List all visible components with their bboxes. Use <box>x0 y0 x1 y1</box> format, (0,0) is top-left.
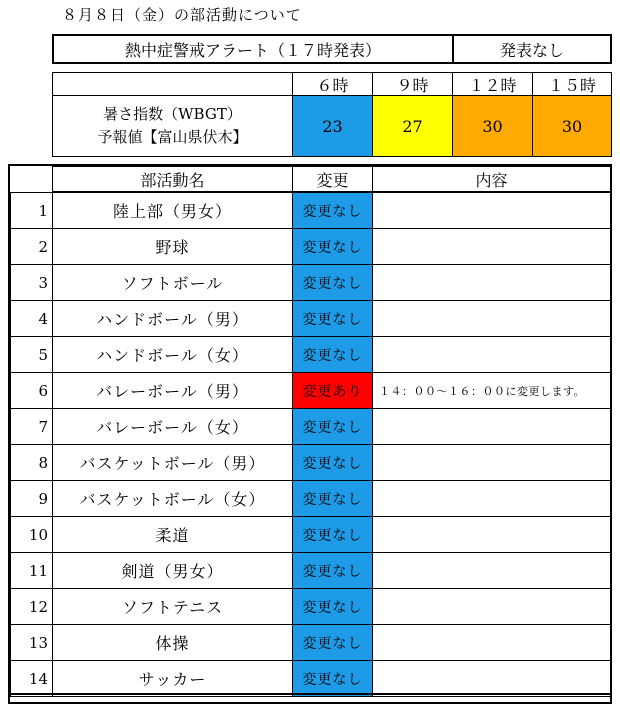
status-badge: 変更なし <box>292 336 373 373</box>
wbgt-value-15: 30 <box>532 95 612 157</box>
status-badge: 変更なし <box>292 516 373 553</box>
row-number: 14 <box>10 660 53 697</box>
club-name: 陸上部（男女） <box>52 192 293 229</box>
status-badge: 変更あり <box>292 372 373 409</box>
status-badge: 変更なし <box>292 552 373 589</box>
page-title: ８月８日（金）の部活動について <box>62 6 302 24</box>
status-badge: 変更なし <box>292 192 373 229</box>
change-content <box>372 300 611 337</box>
alert-value: 発表なし <box>452 34 612 64</box>
wbgt-time-9: ９時 <box>372 72 453 96</box>
row-number: 3 <box>10 264 53 301</box>
row-number: 13 <box>10 624 53 661</box>
row-number: 5 <box>10 336 53 373</box>
club-name: 体操 <box>52 624 293 661</box>
row-number: 7 <box>10 408 53 445</box>
alert-label: 熱中症警戒アラート（１７時発表） <box>52 34 454 64</box>
change-content <box>372 552 611 589</box>
status-badge: 変更なし <box>292 480 373 517</box>
change-content <box>372 624 611 661</box>
club-name: ハンドボール（男） <box>52 300 293 337</box>
row-number: 2 <box>10 228 53 265</box>
header-club-name: 部活動名 <box>52 166 293 192</box>
wbgt-time-6: ６時 <box>292 72 373 96</box>
header-content: 内容 <box>372 166 611 192</box>
row-number: 6 <box>10 372 53 409</box>
change-content <box>372 264 611 301</box>
row-number: 12 <box>10 588 53 625</box>
wbgt-label-cell <box>52 95 293 157</box>
row-number: 11 <box>10 552 53 589</box>
status-badge: 変更なし <box>292 624 373 661</box>
wbgt-time-12: １２時 <box>452 72 533 96</box>
status-badge: 変更なし <box>292 444 373 481</box>
status-badge: 変更なし <box>292 588 373 625</box>
club-name: ソフトテニス <box>52 588 293 625</box>
club-name: バレーボール（男） <box>52 372 293 409</box>
club-name: バレーボール（女） <box>52 408 293 445</box>
change-content <box>372 516 611 553</box>
status-badge: 変更なし <box>292 300 373 337</box>
wbgt-label-line2: 予報値【富山県伏木】 <box>97 127 248 146</box>
club-name: 剣道（男女） <box>52 552 293 589</box>
change-content <box>372 228 611 265</box>
table-bottom-rule <box>8 693 612 695</box>
row-number: 10 <box>10 516 53 553</box>
change-content <box>372 408 611 445</box>
club-name: サッカー <box>52 660 293 697</box>
row-number: 4 <box>10 300 53 337</box>
change-content <box>372 192 611 229</box>
wbgt-label-line1: 暑さ指数（WBGT） <box>103 104 242 123</box>
change-content: １４：００～１６：００に変更します。 <box>372 372 611 409</box>
row-number: 1 <box>10 192 53 229</box>
header-change: 変更 <box>292 166 373 192</box>
club-name: 柔道 <box>52 516 293 553</box>
change-content <box>372 588 611 625</box>
status-badge: 変更なし <box>292 264 373 301</box>
status-badge: 変更なし <box>292 660 373 697</box>
change-content <box>372 660 611 697</box>
club-name: 野球 <box>52 228 293 265</box>
change-content <box>372 336 611 373</box>
club-name: ハンドボール（女） <box>52 336 293 373</box>
row-number: 8 <box>10 444 53 481</box>
wbgt-value-12: 30 <box>452 95 533 157</box>
wbgt-value-9: 27 <box>372 95 453 157</box>
club-name: バスケットボール（女） <box>52 480 293 517</box>
wbgt-value-6: 23 <box>292 95 373 157</box>
change-content <box>372 444 611 481</box>
status-badge: 変更なし <box>292 408 373 445</box>
row-number: 9 <box>10 480 53 517</box>
club-name: ソフトボール <box>52 264 293 301</box>
status-badge: 変更なし <box>292 228 373 265</box>
wbgt-time-15: １５時 <box>532 72 612 96</box>
club-name: バスケットボール（男） <box>52 444 293 481</box>
change-content <box>372 480 611 517</box>
wbgt-corner <box>52 72 293 96</box>
